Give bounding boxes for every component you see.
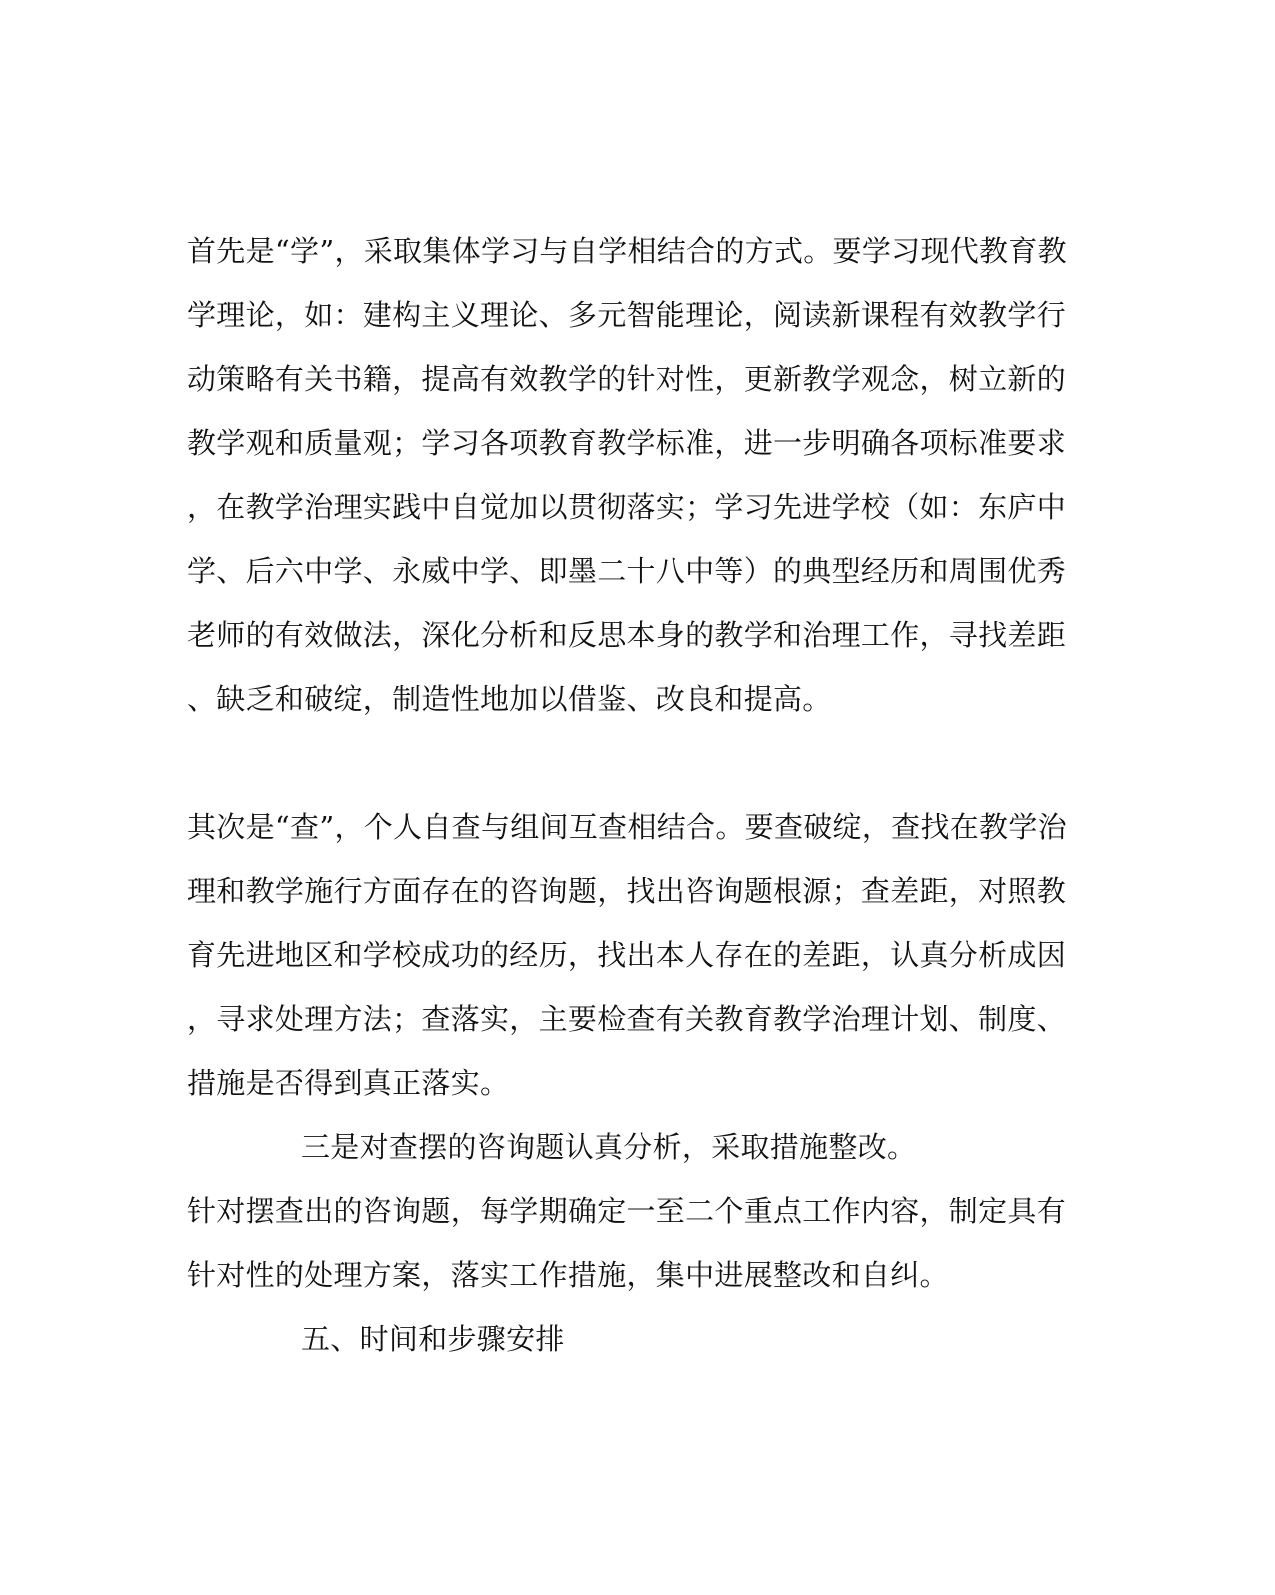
paragraph-2-line-4: ，寻求处理方法；查落实，主要检查有关教育教学治理计划、制度、 <box>187 1002 1067 1036</box>
paragraph-4-line-2: 针对性的处理方案，落实工作措施，集中进展整改和自纠。 <box>187 1258 949 1292</box>
paragraph-3-line-1: 三是对查摆的咨询题认真分析，采取措施整改。 <box>301 1130 917 1164</box>
paragraph-1-line-1: 首先是“学”，采取集体学习与自学相结合的方式。要学习现代教育教 <box>187 234 1067 268</box>
paragraph-1-line-4: 教学观和质量观；学习各项教育教学标准，进一步明确各项标准要求 <box>187 426 1067 460</box>
section-heading: 五、时间和步骤安排 <box>301 1322 565 1356</box>
paragraph-2-line-2: 理和教学施行方面存在的咨询题，找出咨询题根源；查差距，对照教 <box>187 874 1067 908</box>
paragraph-2-line-3: 育先进地区和学校成功的经历，找出本人存在的差距，认真分析成因 <box>187 938 1067 972</box>
paragraph-1-line-7: 老师的有效做法，深化分析和反思本身的教学和治理工作，寻找差距 <box>187 618 1067 652</box>
paragraph-1-line-5: ，在教学治理实践中自觉加以贯彻落实；学习先进学校（如：东庐中 <box>187 490 1067 524</box>
paragraph-2-line-1: 其次是“查”，个人自查与组间互查相结合。要查破绽，查找在教学治 <box>187 810 1067 844</box>
paragraph-4-line-1: 针对摆查出的咨询题，每学期确定一至二个重点工作内容，制定具有 <box>187 1194 1067 1228</box>
paragraph-1-line-2: 学理论，如：建构主义理论、多元智能理论，阅读新课程有效教学行 <box>187 298 1067 332</box>
paragraph-2-line-5: 措施是否得到真正落实。 <box>187 1066 510 1100</box>
paragraph-1-line-6: 学、后六中学、永威中学、即墨二十八中等）的典型经历和周围优秀 <box>187 554 1067 588</box>
paragraph-1-line-3: 动策略有关书籍，提高有效教学的针对性，更新教学观念，树立新的 <box>187 362 1067 396</box>
paragraph-1-line-8: 、缺乏和破绽，制造性地加以借鉴、改良和提高。 <box>187 682 832 716</box>
